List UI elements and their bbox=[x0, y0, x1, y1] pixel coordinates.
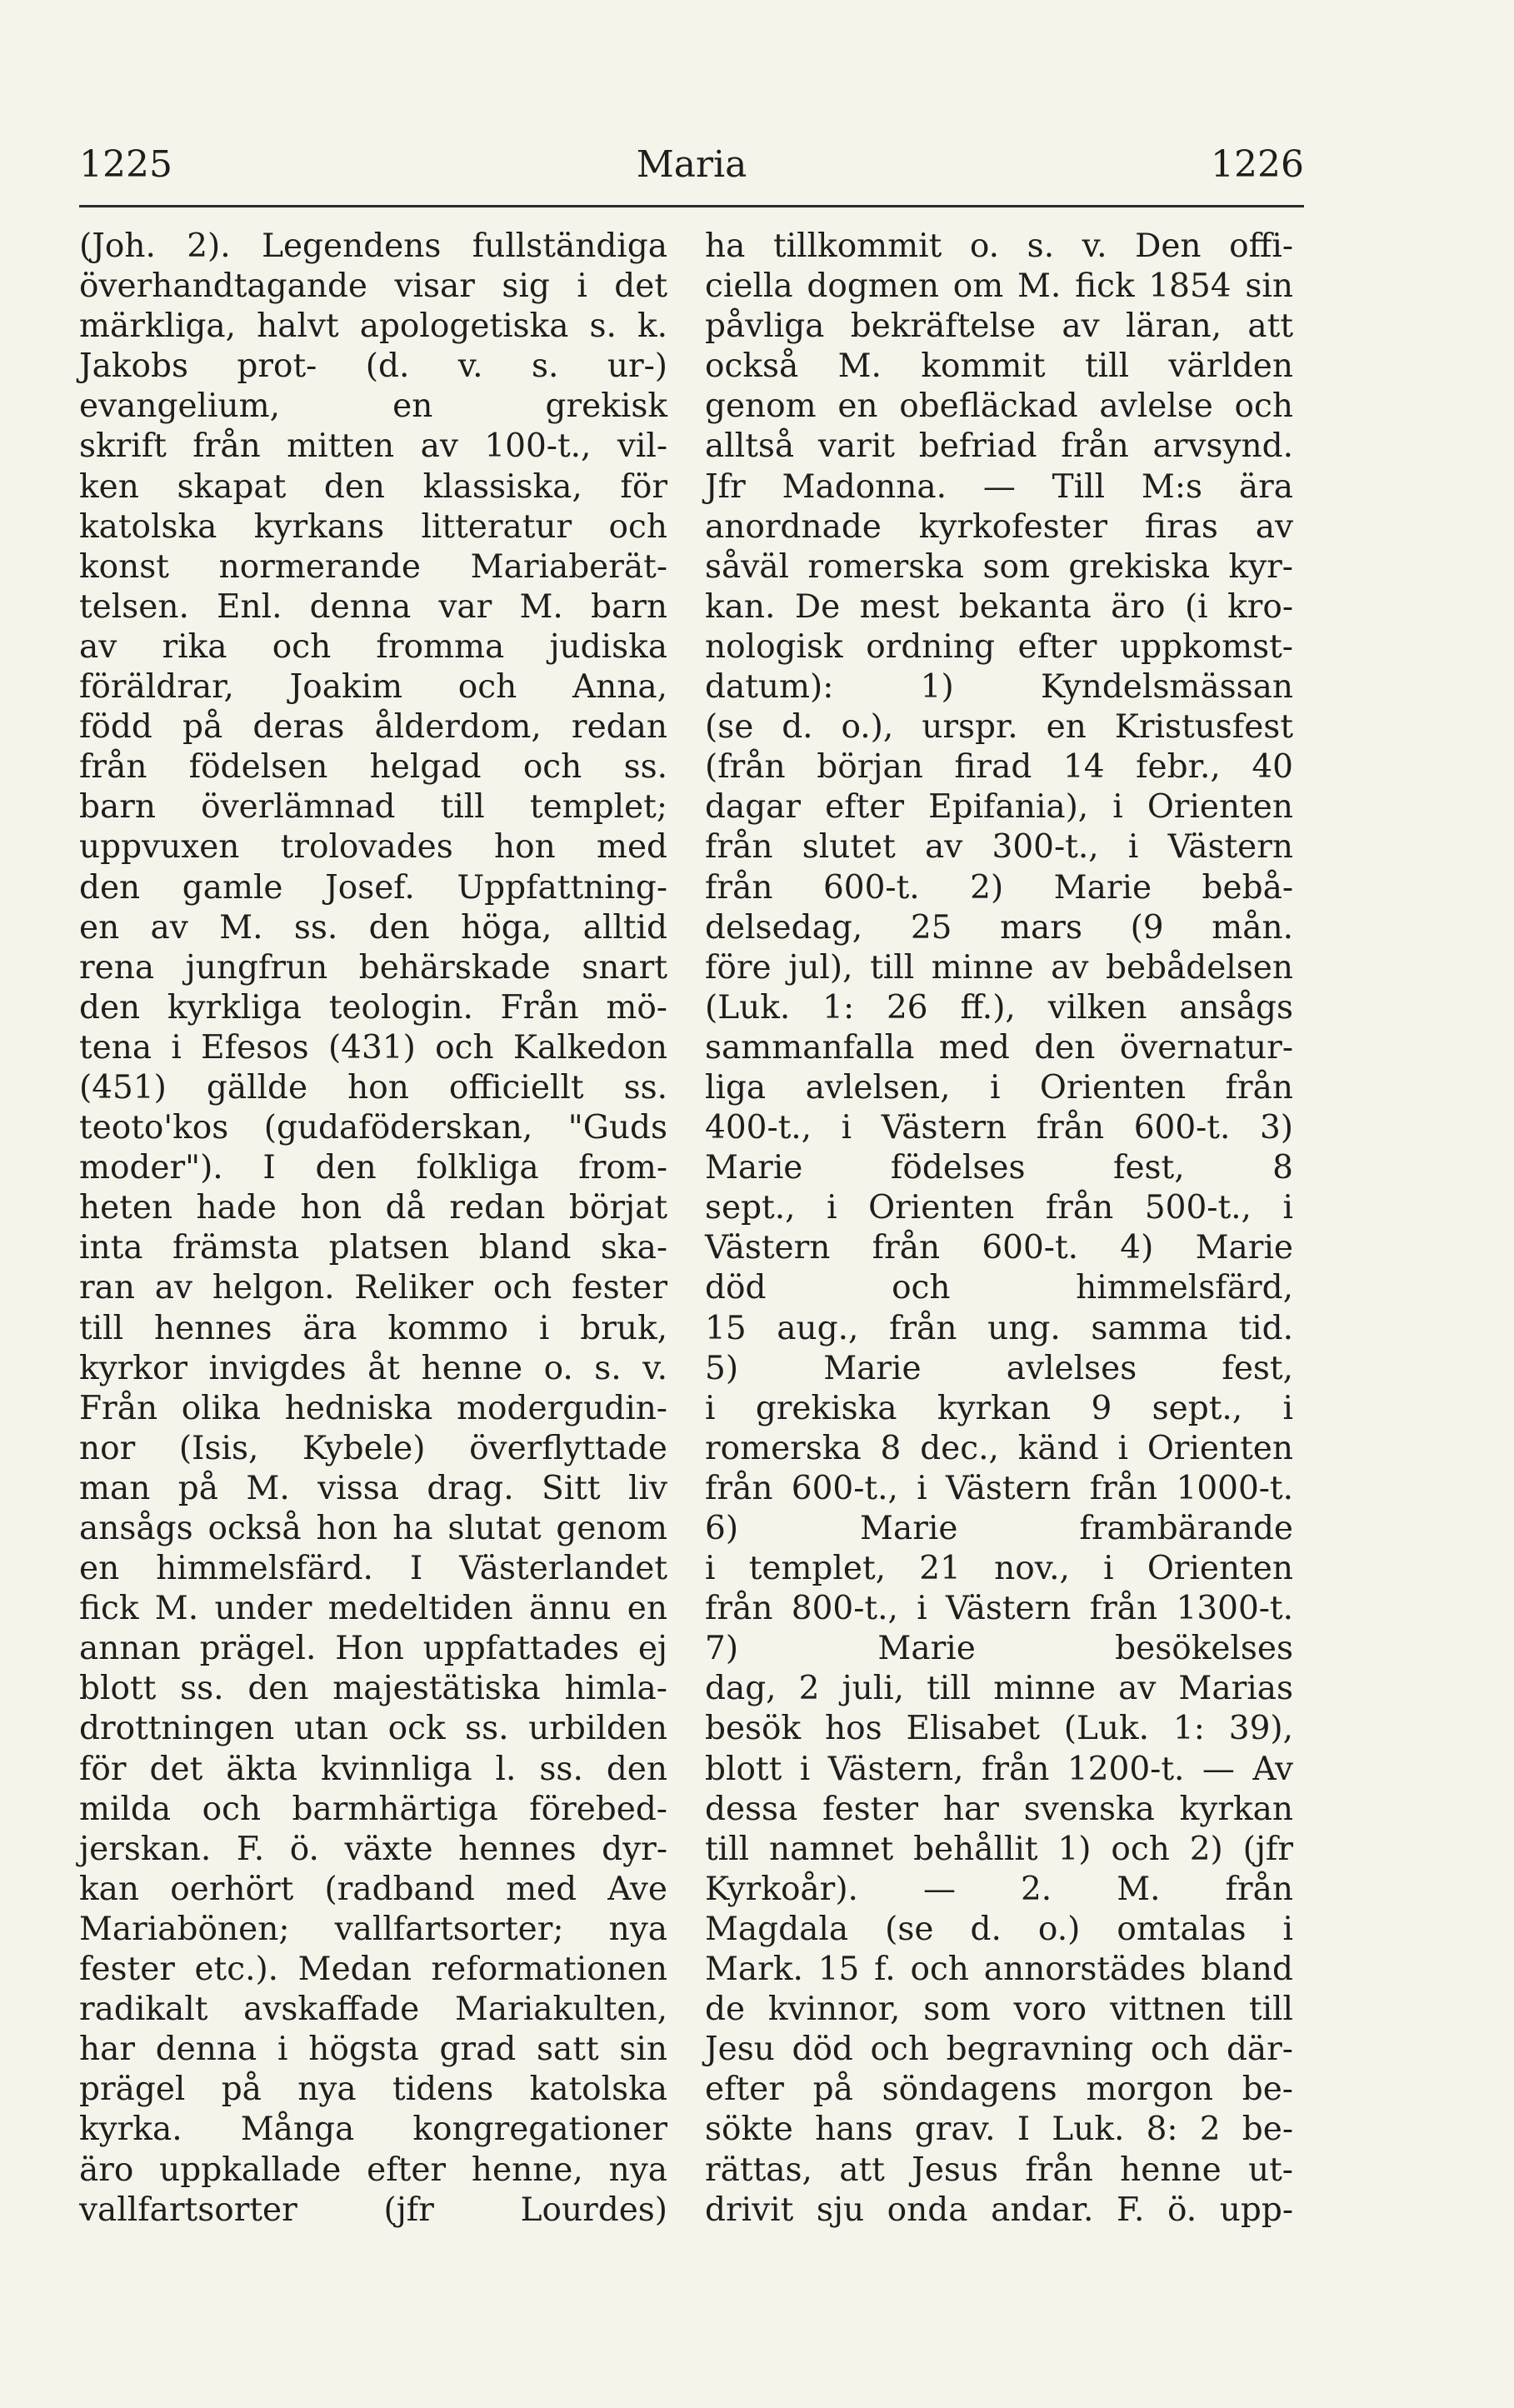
text-line: Marie födelses fest, 8 bbox=[705, 1149, 1293, 1187]
text-line: annan prägel. Hon uppfattades ej bbox=[79, 1630, 667, 1668]
text-line: ansågs också hon ha slutat genom bbox=[79, 1510, 667, 1547]
text-line: från födelsen helgad och ss. bbox=[79, 748, 667, 787]
text-line: 6) Marie frambärande bbox=[705, 1510, 1293, 1547]
running-title: Maria bbox=[636, 143, 747, 186]
text-line: den gamle Josef. Uppfattning- bbox=[79, 868, 667, 907]
text-line: från 800-t., i Västern från 1300-t. bbox=[705, 1590, 1293, 1628]
text-line: vallfartsorter (jfr Lourdes) bbox=[79, 2191, 667, 2229]
header-rule bbox=[79, 205, 1304, 207]
text-line: Kyrkoår). — 2. M. från bbox=[705, 1870, 1293, 1908]
text-line: Mark. 15 f. och annorstädes bland bbox=[705, 1951, 1293, 1989]
text-line: delsedag, 25 mars (9 mån. bbox=[705, 908, 1293, 947]
text-line: dagar efter Epifania), i Orienten bbox=[705, 788, 1293, 827]
text-line: heten hade hon då redan börjat bbox=[79, 1189, 667, 1227]
text-line: Magdala (se d. o.) omtalas i bbox=[705, 1910, 1293, 1948]
text-line: fester etc.). Medan reformationen bbox=[79, 1951, 667, 1989]
text-line: barn överlämnad till templet; bbox=[79, 788, 667, 827]
text-line: milda och barmhärtiga förebed- bbox=[79, 1790, 667, 1828]
text-line: uppvuxen trolovades hon med bbox=[79, 828, 667, 867]
text-line: 400-t., i Västern från 600-t. 3) bbox=[705, 1109, 1293, 1147]
text-line: prägel på nya tidens katolska bbox=[79, 2071, 667, 2109]
text-line: de kvinnor, som voro vittnen till bbox=[705, 1991, 1293, 2029]
text-line: överhandtagande visar sig i det bbox=[79, 267, 667, 306]
text-line: dag, 2 juli, till minne av Marias bbox=[705, 1670, 1293, 1708]
text-line: Västern från 600-t. 4) Marie bbox=[705, 1229, 1293, 1267]
text-line: sept., i Orienten från 500-t., i bbox=[705, 1189, 1293, 1227]
text-line: död och himmelsfärd, bbox=[705, 1269, 1293, 1307]
text-line: (från början firad 14 febr., 40 bbox=[705, 748, 1293, 787]
page-number-right: 1226 bbox=[1211, 143, 1304, 186]
text-line: i templet, 21 nov., i Orienten bbox=[705, 1550, 1293, 1588]
text-line: föräldrar, Joakim och Anna, bbox=[79, 668, 667, 707]
text-line: kyrka. Många kongregationer bbox=[79, 2111, 667, 2149]
text-line: såväl romerska som grekiska kyr- bbox=[705, 547, 1293, 586]
text-line: ciella dogmen om M. fick 1854 sin bbox=[705, 267, 1293, 306]
text-line: äro uppkallade efter henne, nya bbox=[79, 2151, 667, 2189]
text-line: från 600-t., i Västern från 1000-t. bbox=[705, 1469, 1293, 1507]
text-line: blott ss. den majestätiska himla- bbox=[79, 1670, 667, 1708]
text-line: drivit sju onda andar. F. ö. upp- bbox=[705, 2191, 1293, 2229]
text-line: 5) Marie avlelses fest, bbox=[705, 1349, 1293, 1387]
text-line: katolska kyrkans litteratur och bbox=[79, 507, 667, 546]
left-column bbox=[79, 227, 667, 2231]
text-line: ha tillkommit o. s. v. Den offi- bbox=[705, 227, 1293, 265]
text-line: den kyrkliga teologin. Från mö- bbox=[79, 988, 667, 1027]
text-line: Jesu död och begravning och där- bbox=[705, 2031, 1293, 2069]
text-line: radikalt avskaffade Mariakulten, bbox=[79, 1991, 667, 2029]
text-line: Mariabönen; vallfartsorter; nya bbox=[79, 1910, 667, 1948]
text-line: från 600-t. 2) Marie bebå- bbox=[705, 868, 1293, 907]
text-line: 15 aug., från ung. samma tid. bbox=[705, 1309, 1293, 1347]
text-line: 7) Marie besökelses bbox=[705, 1630, 1293, 1668]
text-line: inta främsta platsen bland ska- bbox=[79, 1229, 667, 1267]
text-line: jerskan. F. ö. växte hennes dyr- bbox=[79, 1830, 667, 1868]
text-line: kan oerhört (radband med Ave bbox=[79, 1870, 667, 1908]
text-line: Jakobs prot- (d. v. s. ur-) bbox=[79, 347, 667, 386]
text-line: påvliga bekräftelse av läran, att bbox=[705, 307, 1293, 346]
text-line: romerska 8 dec., känd i Orienten bbox=[705, 1429, 1293, 1467]
text-line: Från olika hedniska modergudin- bbox=[79, 1389, 667, 1427]
text-line: av rika och fromma judiska bbox=[79, 627, 667, 666]
text-line: (Luk. 1: 26 ff.), vilken ansågs bbox=[705, 988, 1293, 1027]
text-line: från slutet av 300-t., i Västern bbox=[705, 828, 1293, 867]
text-line: besök hos Elisabet (Luk. 1: 39), bbox=[705, 1710, 1293, 1748]
text-line: nologisk ordning efter uppkomst- bbox=[705, 627, 1293, 666]
text-line: teoto'kos (gudaföderskan, "Guds bbox=[79, 1109, 667, 1147]
text-line: (Joh. 2). Legendens fullständiga bbox=[79, 227, 667, 265]
text-line: också M. kommit till världen bbox=[705, 347, 1293, 386]
text-line: sökte hans grav. I Luk. 8: 2 be- bbox=[705, 2111, 1293, 2149]
text-line: sammanfalla med den övernatur- bbox=[705, 1028, 1293, 1067]
text-line: fick M. under medeltiden ännu en bbox=[79, 1590, 667, 1628]
text-line: i grekiska kyrkan 9 sept., i bbox=[705, 1389, 1293, 1427]
text-line: märkliga, halvt apologetiska s. k. bbox=[79, 307, 667, 346]
text-line: kyrkor invigdes åt henne o. s. v. bbox=[79, 1349, 667, 1387]
right-column bbox=[705, 227, 1293, 2231]
text-line: kan. De mest bekanta äro (i kro- bbox=[705, 587, 1293, 626]
text-line: tena i Efesos (431) och Kalkedon bbox=[79, 1028, 667, 1067]
text-line: alltså varit befriad från arvsynd. bbox=[705, 427, 1293, 466]
text-line: till hennes ära kommo i bruk, bbox=[79, 1309, 667, 1347]
text-line: har denna i högsta grad satt sin bbox=[79, 2031, 667, 2069]
text-line: (451) gällde hon officiellt ss. bbox=[79, 1068, 667, 1107]
text-line: blott i Västern, från 1200-t. — Av bbox=[705, 1750, 1293, 1788]
text-line: anordnade kyrkofester firas av bbox=[705, 507, 1293, 546]
page-header bbox=[79, 140, 1304, 190]
text-line: genom en obefläckad avlelse och bbox=[705, 387, 1293, 426]
text-line: drottningen utan ock ss. urbilden bbox=[79, 1710, 667, 1748]
text-line: konst normerande Mariaberät- bbox=[79, 547, 667, 586]
text-line: före jul), till minne av bebådelsen bbox=[705, 948, 1293, 987]
text-line: en av M. ss. den höga, alltid bbox=[79, 908, 667, 947]
text-line: rättas, att Jesus från henne ut- bbox=[705, 2151, 1293, 2189]
text-line: efter på söndagens morgon be- bbox=[705, 2071, 1293, 2109]
text-line: liga avlelsen, i Orienten från bbox=[705, 1068, 1293, 1107]
text-line: moder"). I den folkliga from- bbox=[79, 1149, 667, 1187]
text-line: till namnet behållit 1) och 2) (jfr bbox=[705, 1830, 1293, 1868]
text-line: skrift från mitten av 100-t., vil- bbox=[79, 427, 667, 466]
text-line: man på M. vissa drag. Sitt liv bbox=[79, 1469, 667, 1507]
page-number-left: 1225 bbox=[79, 143, 172, 186]
text-line: ran av helgon. Reliker och fester bbox=[79, 1269, 667, 1307]
text-line: rena jungfrun behärskade snart bbox=[79, 948, 667, 987]
text-line: född på deras ålderdom, redan bbox=[79, 708, 667, 747]
text-line: evangelium, en grekisk bbox=[79, 387, 667, 426]
text-line: Jfr Madonna. — Till M:s ära bbox=[705, 467, 1293, 506]
text-line: nor (Isis, Kybele) överflyttade bbox=[79, 1429, 667, 1467]
text-line: (se d. o.), urspr. en Kristusfest bbox=[705, 708, 1293, 747]
text-line: en himmelsfärd. I Västerlandet bbox=[79, 1550, 667, 1588]
text-line: dessa fester har svenska kyrkan bbox=[705, 1790, 1293, 1828]
text-line: för det äkta kvinnliga l. ss. den bbox=[79, 1750, 667, 1788]
text-line: ken skapat den klassiska, för bbox=[79, 467, 667, 506]
text-line: datum): 1) Kyndelsmässan bbox=[705, 668, 1293, 707]
text-line: telsen. Enl. denna var M. barn bbox=[79, 587, 667, 626]
